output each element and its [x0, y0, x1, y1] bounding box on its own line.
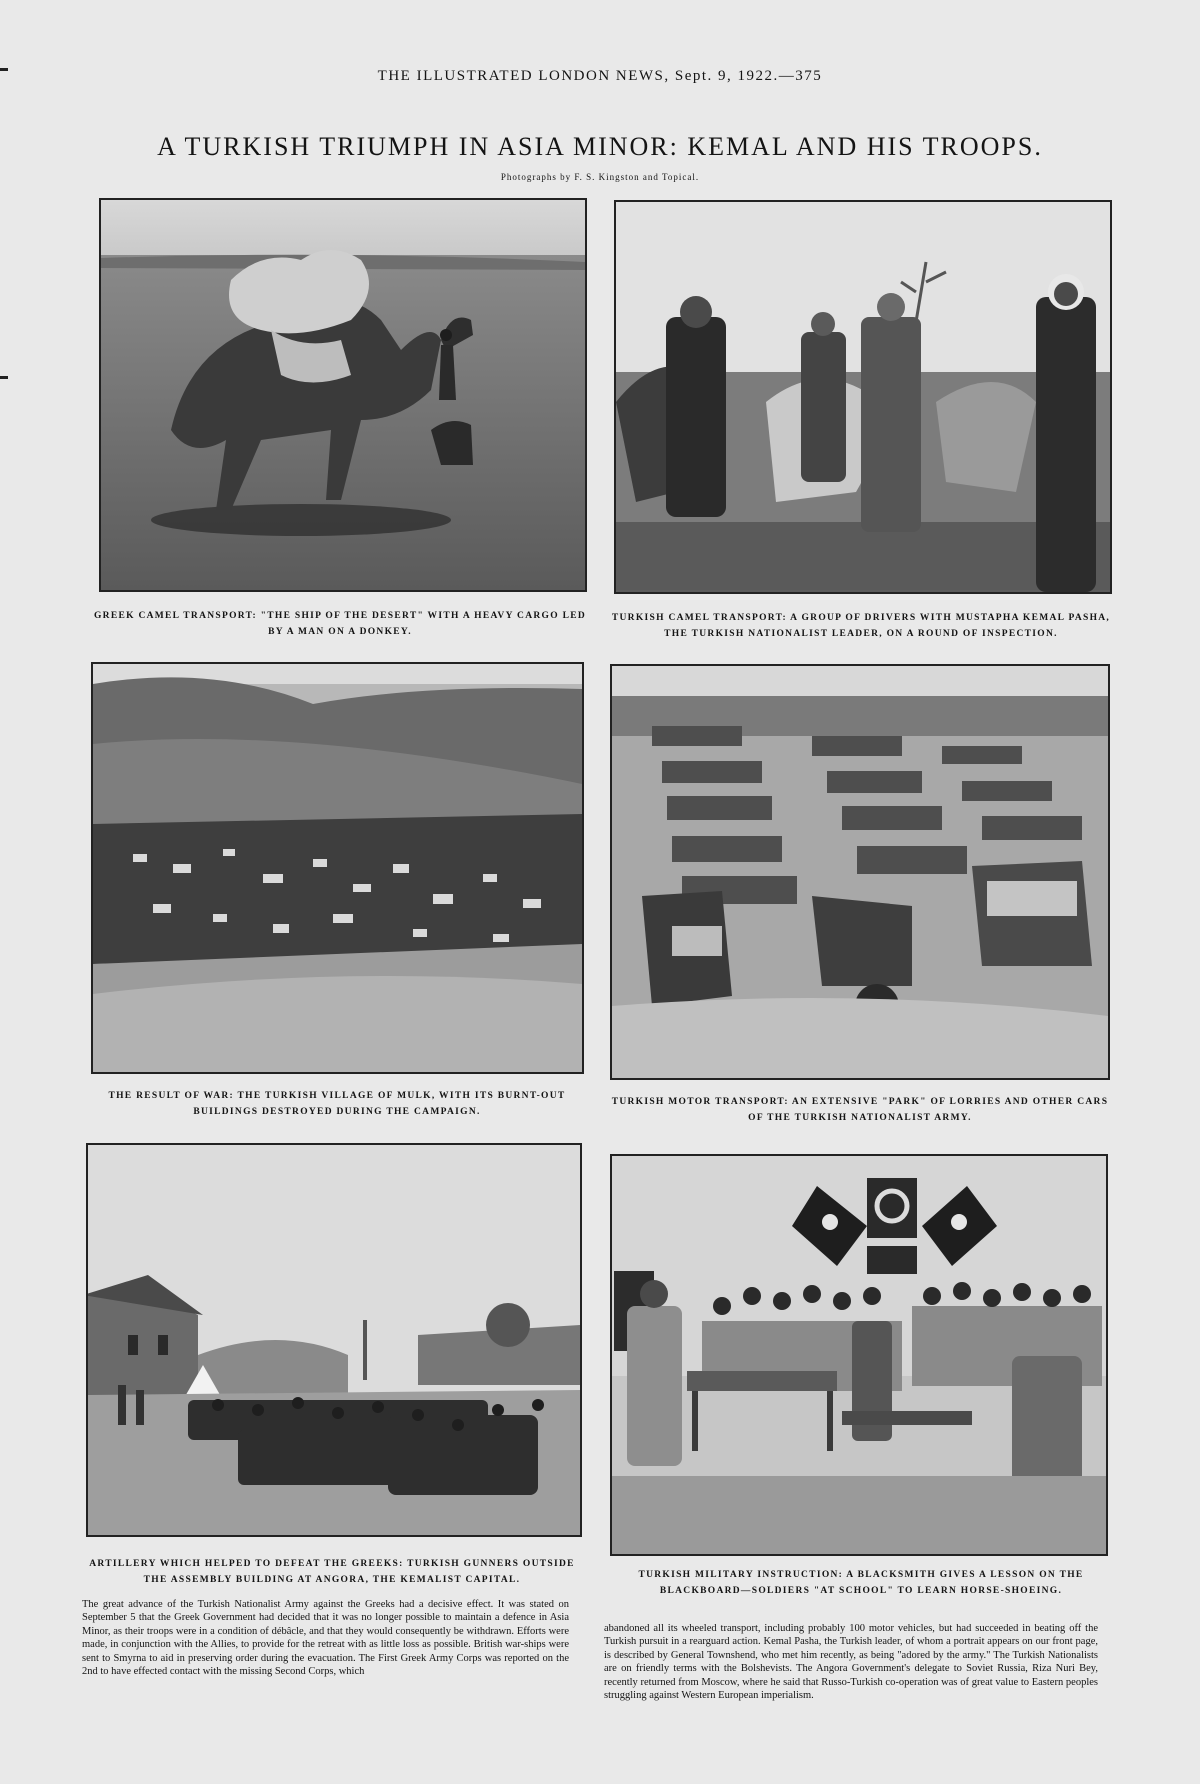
photo-military-instruction: [610, 1154, 1108, 1556]
caption-turkish-camel: TURKISH CAMEL TRANSPORT: A GROUP OF DRIVERS WITH MUSTAPHA KEMAL PASHA, THE TURKISH NATIONALIST LEADER, ON A ROUND OF INSPECTION.: [611, 613, 1111, 639]
photo-greek-camel: [99, 198, 587, 592]
photo-turkish-camel: [614, 200, 1112, 594]
article-column-2: abandoned all its wheeled transport, including probably 100 motor vehicles, but had succeeded in beating off the Turkish pursuit in a rearguard action. Kemal Pasha, the Turkish leader, of whom a portrait appears on our front page, is described by General Townshend, who met him recently, as being "adored by the army." The Turkish Nationalists are on friendly terms with the Bolshevists. The Angora Government's delegate to Soviet Russia, Riza Nuri Bey, recently returned from Moscow, where he said that Russo-Turkish co-operation was of great value to Eastern peoples struggling against Western European imperialism.: [604, 1623, 1098, 1702]
page-title: A TURKISH TRIUMPH IN ASIA MINOR: KEMAL AND HIS TROOPS.: [157, 132, 1043, 161]
caption-motor: TURKISH MOTOR TRANSPORT: AN EXTENSIVE "PARK" OF LORRIES AND OTHER CARS OF THE TURKISH NATIONALIST ARMY.: [611, 1097, 1109, 1123]
article-column-1: The great advance of the Turkish Nationalist Army against the Greeks had a decisive effect. It was stated on September 5 that the Greek Government had decided that it was no longer possible to maintain a defence in Asia Minor, as their troops were in a condition of débâcle, and that they would consequently be withdrawn. Efforts were made, in conjunction with the Allies, to provide for the retreat with as little loss as possible. British war-ships were sent to Smyrna to aid in preserving order during the evacuation. The First Greek Army Corps was reported on the 2nd to have effected contact with the missing Second Corps, which: [82, 1599, 569, 1678]
photo-credit: Photographs by F. S. Kingston and Topical.: [500, 172, 700, 182]
edge-mark: [0, 376, 8, 379]
caption-artillery: ARTILLERY WHICH HELPED TO DEFEAT THE GREEKS: TURKISH GUNNERS OUTSIDE THE ASSEMBLY BUILDING AT ANGORA, THE KEMALIST CAPITAL.: [89, 1559, 575, 1585]
photo-village-mulk: [91, 662, 584, 1074]
caption-greek-camel: GREEK CAMEL TRANSPORT: "THE SHIP OF THE DESERT" WITH A HEAVY CARGO LED BY A MAN ON A DONKEY.: [93, 611, 587, 637]
photo-artillery-angora: [86, 1143, 582, 1537]
photo-motor-park: [610, 664, 1110, 1080]
caption-village: THE RESULT OF WAR: THE TURKISH VILLAGE OF MULK, WITH ITS BURNT-OUT BUILDINGS DESTROYED DURING THE CAMPAIGN.: [108, 1091, 566, 1117]
page-header: THE ILLUSTRATED LONDON NEWS, Sept. 9, 1922.—375: [377, 68, 823, 84]
caption-instruction: TURKISH MILITARY INSTRUCTION: A BLACKSMITH GIVES A LESSON ON THE BLACKBOARD—SOLDIERS "AT SCHOOL" TO LEARN HORSE-SHOEING.: [638, 1570, 1084, 1596]
